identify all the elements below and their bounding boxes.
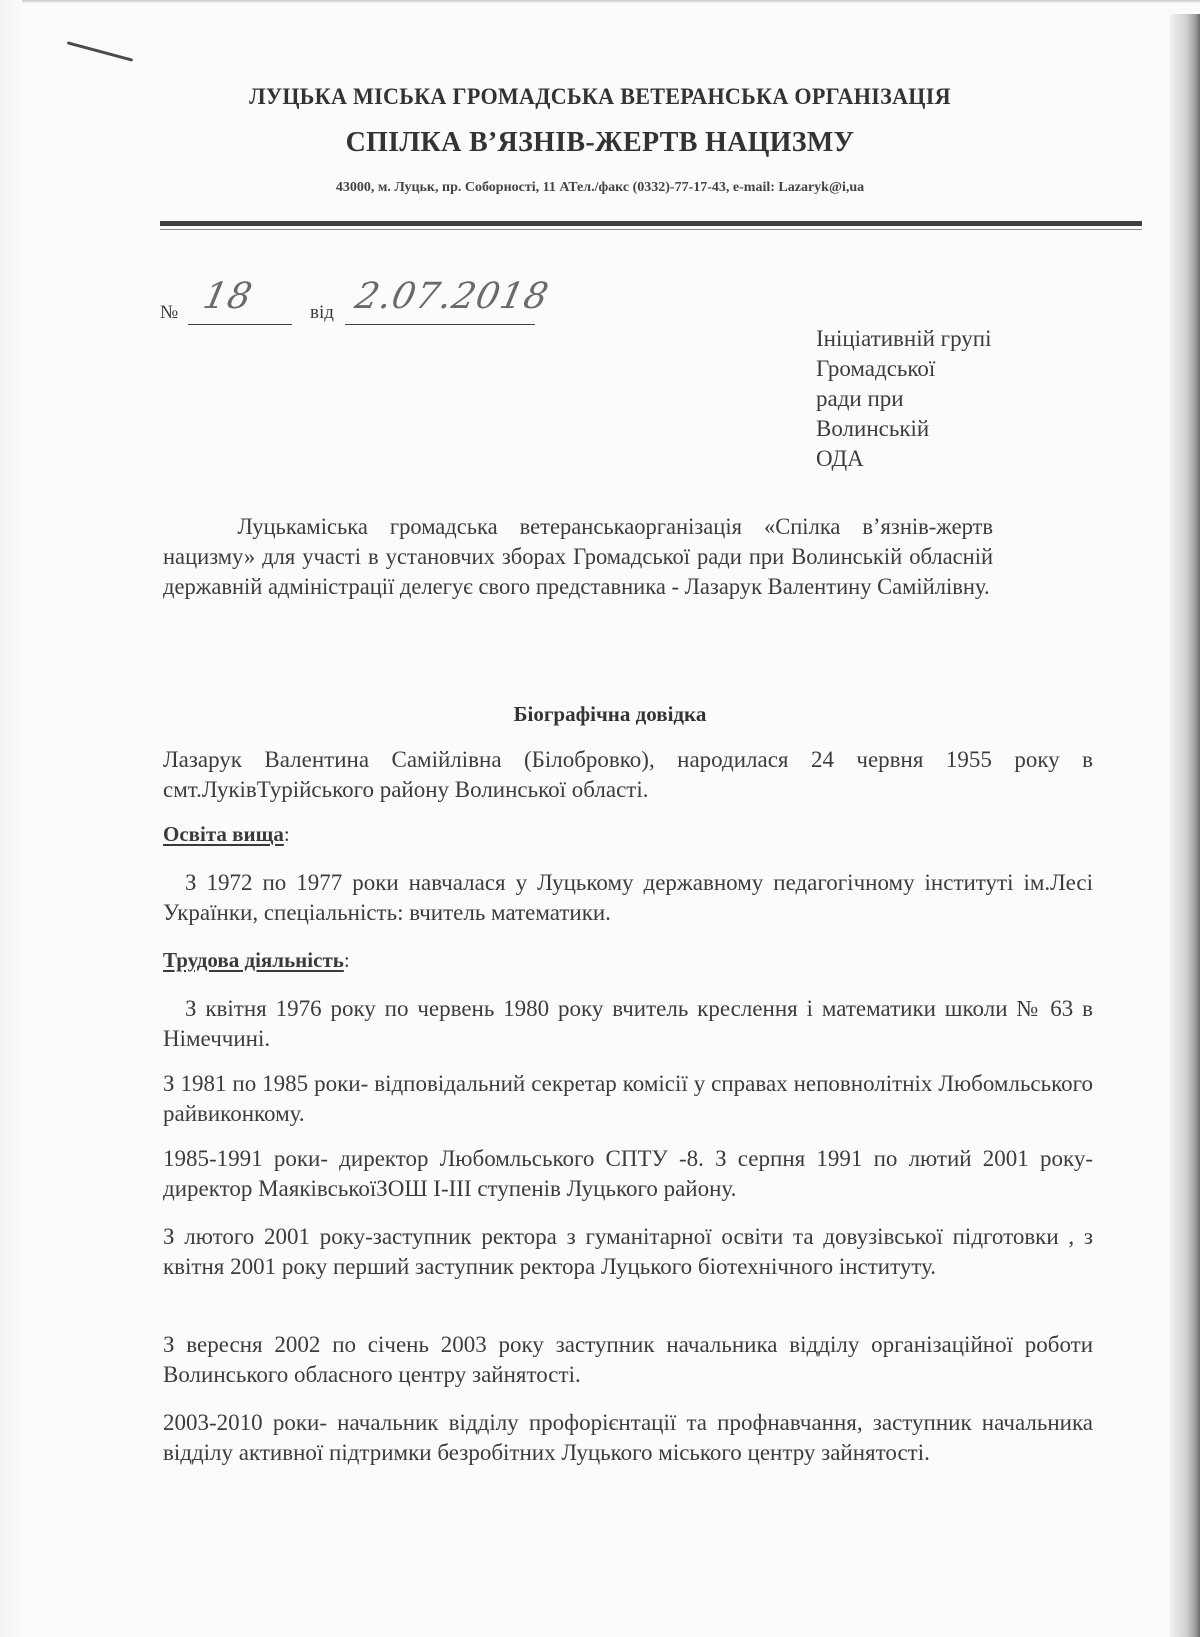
- work-item: З вересня 2002 по січень 2003 року заступник начальника відділу організаційної роботи Волинського обласного центру зайнятості.: [163, 1332, 1093, 1387]
- addressee-line: ОДА: [816, 446, 864, 471]
- letterhead-rule-thin: [160, 229, 1142, 230]
- org-address: 43000, м. Луцьк, пр. Соборності, 11 АТел./факс (0332)-77-17-43, e-mail: Lazaryk@i,ua: [335, 180, 865, 195]
- work-heading-colon: :: [343, 948, 350, 972]
- scan-border-right: [1170, 14, 1200, 1637]
- handwritten-number: 18: [199, 276, 257, 317]
- work-heading: [163, 948, 350, 973]
- addressee-block: [816, 324, 991, 474]
- stray-pen-mark: [67, 41, 133, 61]
- number-underline: [188, 324, 292, 325]
- work-item: З лютого 2001 року-заступник ректора з гуманітарної освіти та довузівської підготовки , з квітня 2001 року перший заступник ректора Луцького біотехнічного інституту.: [163, 1224, 1093, 1279]
- intro-paragraph: Луцькаміська громадська ветеранськаорганізація «Спілка в’язнів-жертв нацизму» для участі в установчих зборах Громадської ради при Волинській обласній державній адміністрації делегує свого представника - Лазарук Валентину Самійлівну.: [163, 514, 994, 599]
- scan-border-top: [22, 0, 1200, 3]
- scan-border-left: [0, 0, 24, 1637]
- reference-line: [160, 276, 760, 332]
- work-item: З 1981 по 1985 роки- відповідальний секретар комісії у справах неповнолітніх Любомльського райвиконкому.: [163, 1071, 1093, 1126]
- biography-title: Біографічна довідка: [513, 702, 707, 726]
- work-item: 2003-2010 роки- начальник відділу профорієнтації та профнавчання, заступник начальника відділу активної підтримки безробітних Луцького міського центру зайнятості.: [163, 1410, 1093, 1465]
- addressee-line: Ініціативній групі: [816, 326, 992, 351]
- handwritten-date: 2.07.2018: [351, 276, 553, 317]
- org-name-line1: ЛУЦЬКА МІСЬКА ГРОМАДСЬКА ВЕТЕРАНСЬКА ОРГАНІЗАЦІЯ: [249, 84, 951, 109]
- date-underline: [345, 324, 535, 325]
- letterhead-rule-thick: [160, 221, 1142, 226]
- addressee-line: Громадської: [816, 356, 936, 381]
- date-label: від: [310, 302, 334, 323]
- addressee-line: Волинській: [816, 416, 930, 441]
- work-heading-text: Трудова діяльність: [163, 948, 344, 972]
- work-item: З квітня 1976 року по червень 1980 року вчитель креслення і математики школи № 63 в Німеччині.: [163, 996, 1093, 1051]
- birth-paragraph: Лазарук Валентина Самійлівна (Білобровко), народилася 24 червня 1955 року в смт.ЛуківТурійського району Волинської області.: [163, 747, 1093, 802]
- education-paragraph: З 1972 по 1977 роки навчалася у Луцькому державному педагогічному інституті ім.Лесі Українки, спеціальність: вчитель математики.: [163, 870, 1093, 925]
- education-heading: [163, 822, 290, 847]
- work-item: 1985-1991 роки- директор Любомльського СПТУ -8. З серпня 1991 по лютий 2001 року- директор МаяківськоїЗОШ І-ІІІ ступенів Луцького району.: [163, 1146, 1093, 1201]
- number-label: №: [160, 302, 179, 323]
- education-heading-text: Освіта вища: [163, 822, 284, 846]
- addressee-line: ради при: [816, 386, 904, 411]
- org-name-line2: СПІЛКА В’ЯЗНІВ-ЖЕРТВ НАЦИЗМУ: [345, 127, 855, 158]
- education-heading-colon: :: [283, 822, 290, 846]
